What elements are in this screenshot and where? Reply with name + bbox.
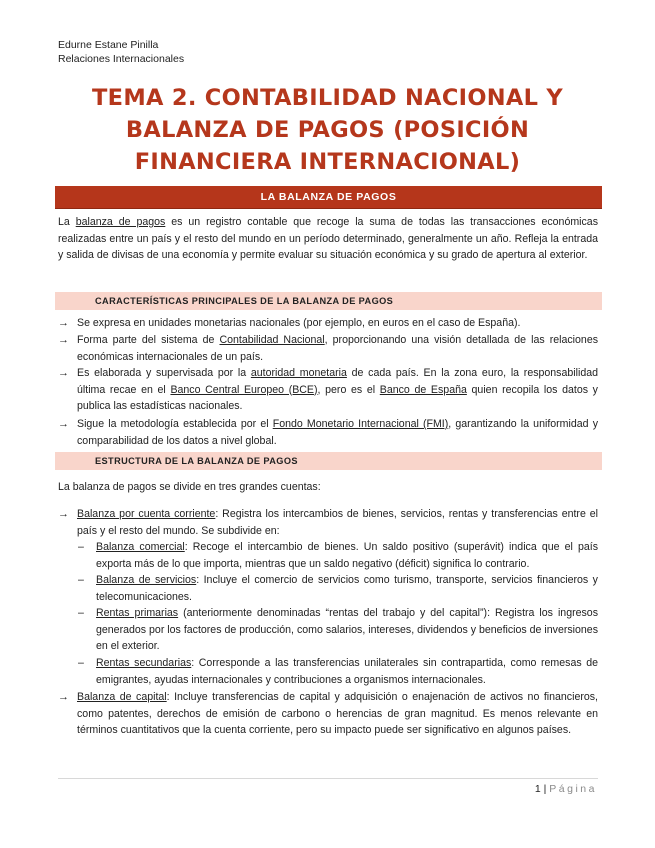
title-line-1: TEMA 2. CONTABILIDAD NACIONAL Y bbox=[92, 85, 563, 111]
author-name: Edurne Estane Pinilla bbox=[58, 39, 159, 51]
sub-list-item: – Balanza comercial: Recoge el intercambio de bienes. Un saldo positivo (superávit) indica que el país exporta más de lo que importa, mientras que un saldo negativo (déficit) significa lo contrario. bbox=[78, 541, 599, 570]
intro-text-start: La bbox=[58, 216, 76, 228]
arrow-icon: → bbox=[58, 691, 69, 703]
intro-text-rest: es un registro contable que recoge la suma de todas las transacciones económicas realizadas entre un país y el resto del mundo en un período determinado, generalmente un año. Refleja la entrada y salida de divisas de una economía y permite evaluar su situación económica y su grado de apertura al exterior. bbox=[58, 216, 598, 262]
dash-icon: – bbox=[78, 657, 84, 669]
term-autoridad-monetaria: autoridad monetaria bbox=[250, 367, 347, 379]
title-line-3: FINANCIERA INTERNACIONAL) bbox=[134, 149, 521, 175]
list-item: → Se expresa en unidades monetarias nacionales (por ejemplo, en euros en el caso de España). bbox=[58, 315, 598, 332]
document-header bbox=[58, 38, 184, 66]
structure-lead: La balanza de pagos se divide en tres grandes cuentas: bbox=[58, 481, 321, 493]
term-balanza-comercial: Balanza comercial bbox=[96, 541, 185, 553]
arrow-icon: → bbox=[58, 418, 69, 430]
term-banco-de-espana: Banco de España bbox=[379, 383, 467, 396]
sub-list-item: – Rentas secundarias: Corresponde a las transferencias unilaterales sin contrapartida, como remesas de emigrantes, ayudas internacionales y contribuciones a organismos internacionales. bbox=[78, 657, 598, 686]
arrow-icon: → bbox=[58, 508, 69, 520]
term-balanza-de-servicios: Balanza de servicios bbox=[96, 574, 197, 586]
term-balanza-de-pagos: balanza de pagos bbox=[75, 216, 166, 228]
term-rentas-secundarias: Rentas secundarias bbox=[96, 657, 192, 669]
sub-list-item: – Rentas primarias (anteriormente denominadas “rentas del trabajo y del capital”): Registra los ingresos generados por los factores de producción, como salarios, intereses, dividendos y beneficios de inversiones en el exterior. bbox=[78, 607, 598, 653]
section-banner: LA BALANZA DE PAGOS bbox=[55, 186, 602, 208]
title-line-2: BALANZA DE PAGOS (POSICIÓN bbox=[125, 117, 530, 143]
intro-paragraph bbox=[58, 214, 598, 264]
arrow-icon: → bbox=[58, 367, 69, 379]
page-label: Página bbox=[549, 783, 597, 795]
dash-icon: – bbox=[78, 607, 84, 619]
page-footer: 1 | Página bbox=[534, 783, 597, 795]
page-title bbox=[60, 82, 595, 178]
list-item: → Balanza por cuenta corriente: Registra los intercambios de bienes, servicios, rentas y transferencias entre el país y el resto del mundo. Se subdivide en: bbox=[58, 508, 598, 537]
list-item: → Forma parte del sistema de Contabilidad Nacional, proporcionando una visión detallada de las relaciones económicas internacionales de un país. bbox=[58, 334, 599, 363]
term-fmi: Fondo Monetario Internacional (FMI) bbox=[272, 418, 449, 430]
term-cuenta-corriente: Balanza por cuenta corriente bbox=[77, 508, 216, 520]
dash-icon: – bbox=[78, 541, 84, 553]
term-contabilidad-nacional: Contabilidad Nacional bbox=[219, 334, 325, 346]
list-item: → Balanza de capital: Incluye transferencias de capital y adquisición o enajenación de activos no financieros, como patentes, derechos de emisión de carbono o herencias de gran magnitud. Es menos relevante en términos cuantitativos que la cuenta corriente, pero su impacto puede ser significativo en algunos países. bbox=[58, 691, 598, 737]
dash-icon: – bbox=[78, 574, 84, 586]
term-rentas-primarias: Rentas primarias bbox=[96, 607, 179, 619]
list-item: → Es elaborada y supervisada por la autoridad monetaria de cada país. En la zona euro, la responsabilidad última recae en el Banco Central Europeo (BCE), pero es el Banco de España quien recopila los datos y publica las estadísticas nacionales. bbox=[58, 367, 599, 413]
page-number: 1 bbox=[534, 783, 541, 795]
sub-list-item: – Balanza de servicios: Incluye el comercio de servicios como turismo, transporte, servicios financieros y telecomunicaciones. bbox=[78, 574, 598, 603]
subject-name: Relaciones Internacionales bbox=[58, 53, 185, 65]
arrow-icon: → bbox=[58, 334, 69, 346]
arrow-icon: → bbox=[58, 317, 69, 329]
term-balanza-de-capital: Balanza de capital bbox=[77, 691, 167, 703]
subheading-structure: ESTRUCTURA DE LA BALANZA DE PAGOS bbox=[55, 452, 602, 470]
list-item: → Sigue la metodología establecida por el Fondo Monetario Internacional (FMI), garantizando la uniformidad y comparabilidad de los datos a nivel global. bbox=[58, 418, 598, 447]
footer-divider bbox=[58, 778, 598, 779]
term-bce: Banco Central Europeo (BCE) bbox=[170, 383, 318, 396]
subheading-characteristics: CARACTERÍSTICAS PRINCIPALES DE LA BALANZA DE PAGOS bbox=[55, 292, 602, 310]
